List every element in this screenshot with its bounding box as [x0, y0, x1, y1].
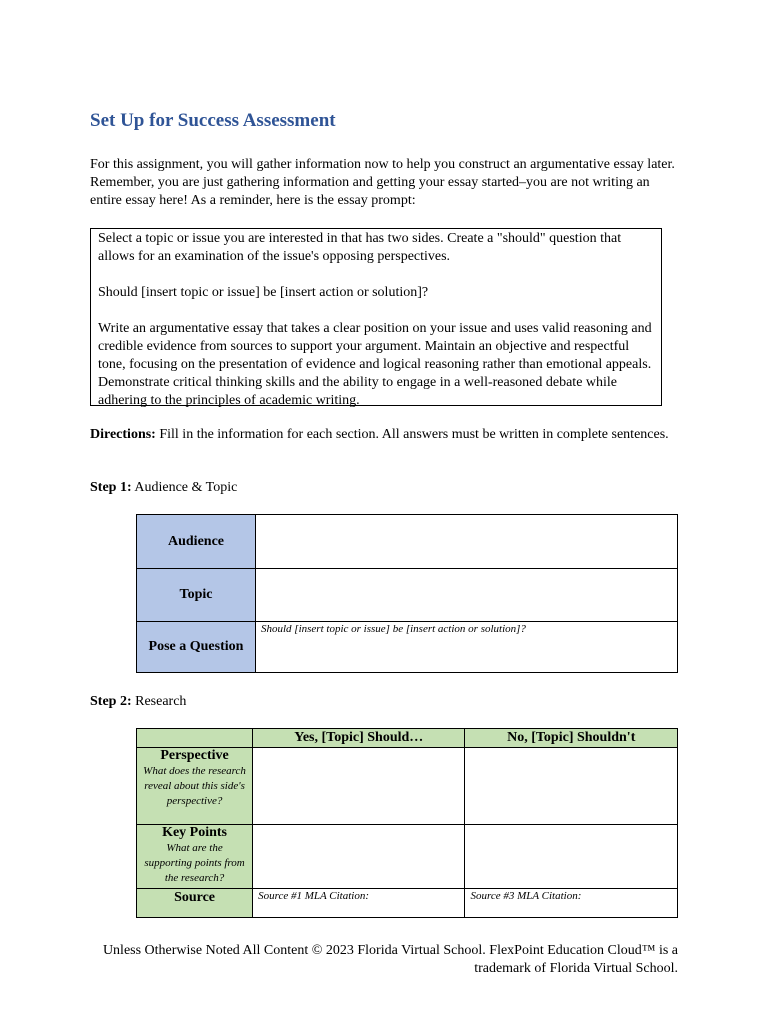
prompt-paragraph-3: Write an argumentative essay that takes a clear position on your issue and uses valid reasoning and credible evidence from sources to support your argument. Maintain an objective and respectful tone, focusing on the presentation of evidence and logical reasoning rather than emotional appeals. Demonstrate critical thinking skills and the ability to engage in a well-reasoned debate while adhering to the principles of academic writing.: [98, 321, 652, 408]
table-row: [137, 515, 678, 569]
no-header: No, [Topic] Shouldn't: [465, 729, 678, 748]
step1-text: Audience & Topic: [131, 480, 238, 495]
directions-text: Fill in the information for each section. All answers must be written in complete sentences.: [155, 427, 669, 442]
source-yes-cell[interactable]: Source #1 MLA Citation:: [253, 889, 465, 918]
step2-heading: [90, 693, 186, 711]
table-row: [137, 825, 678, 889]
table-row: [137, 889, 678, 918]
source-title: Source: [174, 890, 216, 905]
essay-prompt-box: [90, 228, 662, 406]
page-title: Set Up for Success Assessment: [90, 110, 336, 131]
table-row: [137, 622, 678, 673]
yes-header: Yes, [Topic] Should…: [253, 729, 465, 748]
audience-answer-cell[interactable]: [256, 515, 678, 569]
directions-label: Directions:: [90, 427, 156, 442]
audience-topic-table: [136, 514, 678, 673]
source-label-cell: [137, 889, 253, 918]
prompt-paragraph-2: Should [insert topic or issue] be [insert action or solution]?: [98, 285, 429, 300]
step1-label: Step 1:: [90, 480, 132, 495]
directions: [90, 426, 678, 444]
perspective-title: Perspective: [160, 748, 229, 763]
perspective-subtitle: What does the research reveal about this side's perspective?: [143, 765, 246, 807]
copyright-footer: Unless Otherwise Noted All Content © 2023 Florida Virtual School. FlexPoint Education Cloud™ is a trademark of Florida Virtual School.: [102, 943, 678, 976]
table-row: [137, 569, 678, 622]
research-table: [136, 728, 678, 918]
perspective-yes-cell[interactable]: [253, 748, 465, 825]
table-row: [137, 748, 678, 825]
key-points-yes-cell[interactable]: [253, 825, 465, 889]
step1-heading: [90, 479, 237, 497]
question-label: Pose a Question: [137, 622, 256, 673]
key-points-subtitle: What are the supporting points from the research?: [144, 842, 245, 884]
prompt-paragraph-1: Select a topic or issue you are interested in that has two sides. Create a "should" question that allows for an examination of the issue's opposing perspectives.: [98, 231, 622, 264]
topic-answer-cell[interactable]: [256, 569, 678, 622]
key-points-title: Key Points: [162, 825, 228, 840]
question-answer-cell[interactable]: Should [insert topic or issue] be [insert action or solution]?: [256, 622, 678, 673]
key-points-label-cell: [137, 825, 253, 889]
table-header-row: [137, 729, 678, 748]
step2-label: Step 2:: [90, 694, 132, 709]
source-no-cell[interactable]: Source #3 MLA Citation:: [465, 889, 678, 918]
key-points-no-cell[interactable]: [465, 825, 678, 889]
empty-header-cell: [137, 729, 253, 748]
perspective-no-cell[interactable]: [465, 748, 678, 825]
intro-paragraph: For this assignment, you will gather information now to help you construct an argumentative essay later. Remember, you are just gathering information and getting your essay started–you are not writing an entire essay here! As a reminder, here is the essay prompt:: [90, 157, 675, 208]
step2-text: Research: [131, 694, 187, 709]
topic-label: Topic: [137, 569, 256, 622]
audience-label: Audience: [137, 515, 256, 569]
perspective-label-cell: [137, 748, 253, 825]
